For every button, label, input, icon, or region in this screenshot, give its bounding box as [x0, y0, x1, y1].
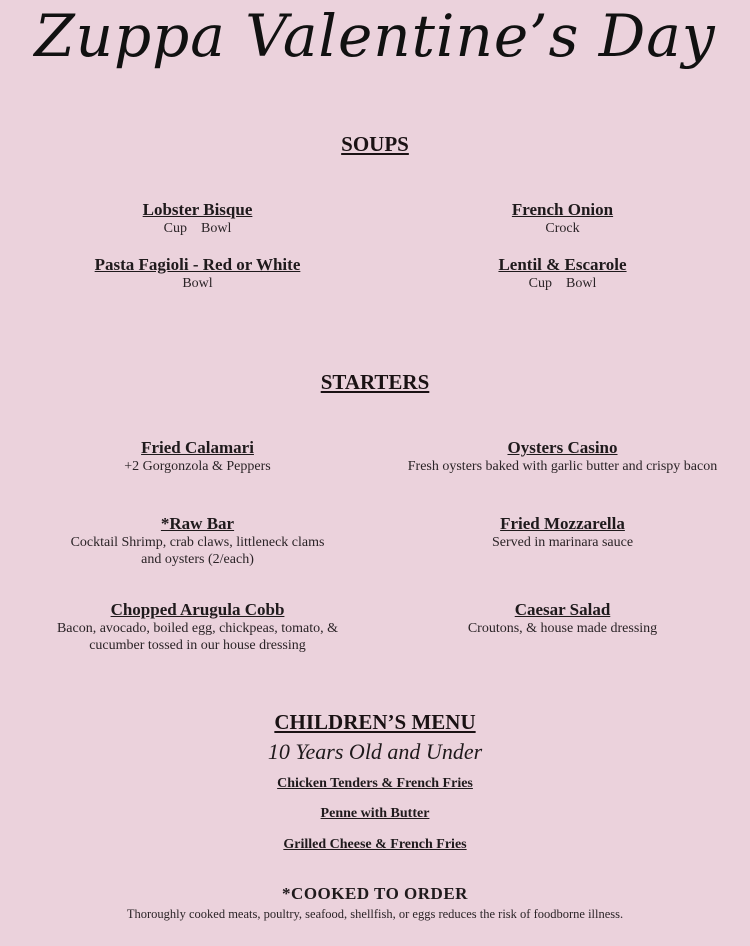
item-desc: Cup Bowl [163, 221, 232, 236]
menu-item [395, 200, 730, 237]
food-safety-notice: Thoroughly cooked meats, poultry, seafood, shellfish, or eggs reduces the risk of foodborne illness. [126, 907, 624, 921]
menu-item [10, 600, 385, 654]
item-desc: Croutons, & house made dressing [467, 621, 658, 636]
menu-item [395, 600, 730, 637]
item-desc: Fresh oysters baked with garlic butter and crispy bacon [407, 459, 718, 474]
item-name: Fried Calamari [141, 438, 254, 457]
item-name: Fried Mozzarella [500, 514, 625, 533]
item-desc: Cup Bowl [528, 276, 597, 291]
item-name: Lentil & Escarole [498, 255, 627, 274]
menu-item [395, 438, 730, 475]
item-name: *Raw Bar [160, 514, 235, 533]
menu-item [395, 255, 730, 292]
starters-heading: STARTERS [320, 370, 430, 394]
cooked-to-order-heading: *COOKED TO ORDER [282, 884, 468, 903]
menu-item [10, 514, 385, 568]
item-desc: Cocktail Shrimp, crab claws, littleneck clams and oysters (2/each) [70, 535, 325, 567]
soups-heading: SOUPS [341, 132, 409, 156]
menu-item [10, 255, 385, 292]
item-desc: +2 Gorgonzola & Peppers [124, 459, 271, 474]
childrens-menu-heading: CHILDREN’S MENU [274, 710, 476, 734]
item-desc: Bacon, avocado, boiled egg, chickpeas, tomato, & cucumber tossed in our house dressing [56, 621, 339, 653]
item-name: Chopped Arugula Cobb [110, 600, 285, 619]
kids-item: Grilled Cheese & French Fries [283, 837, 467, 852]
kids-item: Penne with Butter [320, 806, 430, 821]
item-name: French Onion [511, 200, 614, 219]
item-desc: Served in marinara sauce [491, 535, 634, 550]
item-name: Oysters Casino [507, 438, 618, 457]
item-name: Caesar Salad [514, 600, 611, 619]
menu-item [10, 438, 385, 475]
item-desc: Crock [545, 221, 580, 236]
kids-item: Chicken Tenders & French Fries [277, 776, 473, 791]
item-name: Lobster Bisque [142, 200, 253, 219]
menu-item [395, 514, 730, 551]
childrens-menu-subtitle: 10 Years Old and Under [267, 739, 483, 764]
menu-title: Zuppa Valentine’s Day [34, 2, 716, 70]
item-name: Pasta Fagioli - Red or White [94, 255, 301, 274]
menu-item [10, 200, 385, 237]
item-desc: Bowl [182, 276, 213, 291]
